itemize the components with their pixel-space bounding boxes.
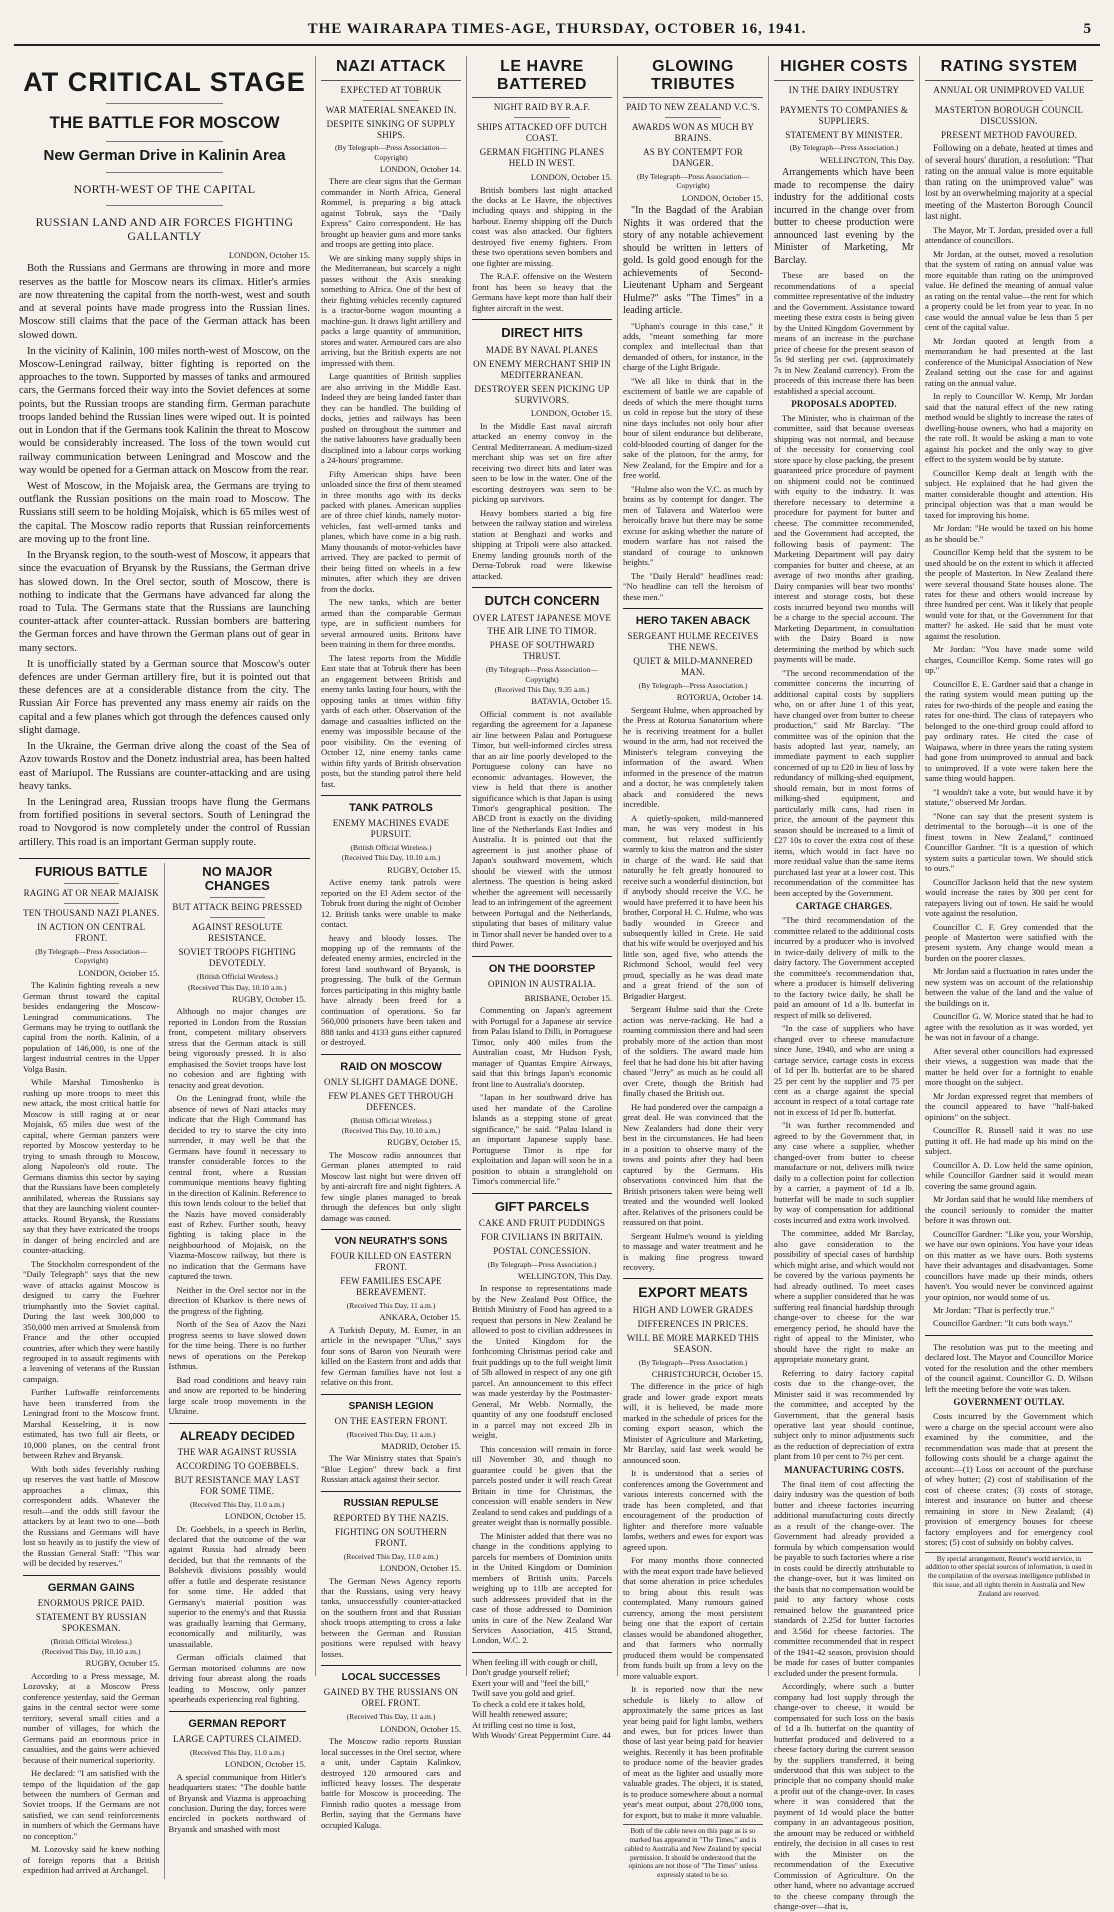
paragraph: We are sinking many supply ships in the Mediterranean, but scarcely a night passes without the Axis sneaking something to Africa. One of the best of their fighting vehicles recently captured is a tractor-borne wagon mounting a machine-gun. It draws light artillery and packs a large quantity of ammunition, stores and water. Armoured cars are also arriving, but the British experts are not impressed with them. (321, 252, 461, 368)
credit: (By Telegraph—Press Association.) (638, 681, 748, 691)
dateline: LONDON, October 15. (681, 192, 763, 203)
received: (Received This Day, 11 a.m.) (346, 1429, 436, 1439)
headline-gift-parcels: GIFT PARCELS (494, 1198, 590, 1214)
column-rating-system (920, 56, 1098, 1676)
subhead: PRESENT METHOD FAVOURED. (940, 129, 1078, 140)
paragraph: The Kalinin fighting reveals a new German thrust toward the capital besides endangering the Moscow-Leningrad communications. The Germans may be trying to outflank the capital from the north. Kalinin, of a population of 146,000, is one of the largest industrial centres in the Upper Volga Basin. (23, 980, 160, 1074)
subhead: IN ACTION ON CENTRAL FRONT. (37, 922, 146, 944)
credit: (By Telegraph—Press Association.) (789, 143, 899, 153)
paragraph: The committee, added Mr Barclay, also gave consideration to the possibility of special cases of hardship which might arise, and which would not be covered by the various payments he had already outlined. To meet cases where a supplier considered that he was suffering real financial hardship through change-over to cheese for the war emergency period, he should have the right of appeal to the Minister, who should have the right to make an appropriate monetary grant. (774, 1228, 914, 1365)
subhead: NIGHT RAID BY R.A.F. (493, 102, 591, 113)
column-moscow (14, 56, 316, 1876)
received: (Received This Day, 10.10 a.m.) (188, 982, 287, 992)
headline-battle-for-moscow: THE BATTLE FOR MOSCOW (49, 112, 280, 132)
paragraph: Further Luftwaffe reinforcements have been transferred from the Leningrad front to the Moscow front. Marshal Kesselring, it is now estimated, has two full air fleets, or 10,000 planes, on the central front between Rzhev and Bryansk. (23, 1387, 160, 1461)
dateline: LONDON, October 15. (224, 1511, 306, 1522)
headline-already-decided: ALREADY DECIDED (179, 1428, 295, 1443)
subhead: FEW PLANES GET THROUGH DEFENCES. (328, 1090, 454, 1112)
subhead: THE AIR LINE TO TIMOR. (487, 626, 597, 637)
ad-line: Will health renewed assure; (472, 1709, 568, 1720)
paragraph: He declared: "I am satisfied with the tempo of the liquidation of the gap between the numbers of German and Soviet troops. If the Germans are not satisfied, we can send reinforcements in numbers of which the Germans have no conception." (23, 1768, 160, 1841)
paragraph: A quietly-spoken, mild-mannered man, he was very modest in his comment, but relaxed sufficiently warmly to kiss the matron and the sister in charge of the ward. He said that naturally he felt greatly honoured to receive such a wonderful distinction, but if anybody should receive the V.C. he would have preferred it to have been his brother, Corporal H. C. Hulme, who was badly wounded in Greece and subsequently killed in Crete. He said that his wife would be overjoyed and his little son, aged five, who attends the Richmond School, would feel very proud, specially as he was dead mate and a great friend of the son of Brigadier Hargest. (623, 812, 763, 1001)
paragraph: The resolution was put to the meeting and declared lost. The Mayor and Councillor Morice voted for the resolution and the other members of the council against. Councillor G. D. Wilson left the meeting before the vote was taken. (925, 1341, 1093, 1394)
paragraph: In the Bryansk region, to the south-west of Moscow, it appears that since the evacuation of Bryansk by the Russians, the German drive has slowed down. In the Orel sector, south of Moscow, there is nothing to indicate that the Germans have advanced far along the road to Tula. The Germans state that the Russians are launching counter-attack after counter-attack. Russian bombers are battering the German forces and have thrown the German plans out of gear in many sectors. (19, 550, 310, 654)
paragraph: Sergeant Hulme said that the Crete action was nerve-racking. He had a roaming commission there and had seen probably more of the action than most of the soldiers. The award made him feel that he had done his bit after having chased "Jerry" as much as he could all over Crete, though the British had finally chased the British out. (623, 1004, 763, 1099)
paragraph: "We all like to think that in the excitement of battle we are capable of deeds of which the mere thought turns us cold in repose but the story of these nine days includes not only hour after hour of silent endurance but deliberate, cold-blooded courting of danger for the sake of the platoon, for the army, for New Zealand, for the Empire and for a free world. (623, 375, 763, 481)
paragraph: Neither in the Orel sector nor in the direction of Kharkov is there news of the progress of the fighting. (168, 1284, 306, 1316)
subhead: WILL BE MORE MARKED THIS SEASON. (626, 1332, 760, 1354)
paragraph: It is unofficially stated by a German source that Moscow's outer defences are under German artillery fire, but it is pointed out that these defences are at a considerable distance from the city. The Russian Air Force has prevented any mass enemy air raids on the capital and a few planes which got through the defences caused only slight damage. (19, 658, 310, 736)
masthead-title: THE WAIRARAPA TIMES-AGE, THURSDAY, OCTOBER 16, 1941. (307, 20, 807, 37)
subhead: PHASE OF SOUTHWARD THRUST. (489, 640, 595, 662)
paragraph: M. Lozovsky said he knew nothing of foreign reports that a British expedition had arrived at Archangel. (23, 1844, 160, 1876)
paragraph: Sergeant Hulme, when approached by the Press at Rotorua Sanatorium where he is receiving treatment for a bullet wound in the arm, had not received the Minister's telegram conveying the information of the award. When informed in the presence of the matron and a doctor, he was completely taken aback and considered the news incredible. (623, 704, 763, 810)
lead-paragraph: Following on a debate, heated at times and of several hours' duration, a resolution: "That rating on the annual value is more equitable than rating on the unimproved value" was lost by an overwhelming majority at a special meeting of the Masterton Borough Council last night. (925, 143, 1093, 221)
paragraph: "The third recommendation of the committee related to the additional costs incurred by a producer who is involved in twice-daily delivery of milk to the dairy factory. The Government accepted the committee's recommendation that, where a producer is himself delivering to the factory twice daily, he shall be paid an amount of 1d a lb. butterfat in respect of milk so delivered. (774, 915, 914, 1020)
paragraph: "Upham's courage in this case," it adds, "meant something far more complex and intellectual than that demanded of others, for instance, in the charge of the Light Brigade. (623, 320, 763, 373)
paragraph: Councillor C. F. Grey contended that the people of Masterton were satisfied with the present system. Any change would mean a burden on the poorer classes. (925, 921, 1093, 963)
paragraph: Councillor Kemp dealt at length with the subject. He explained that he had given the matter considerable thought and attention. His principal objection was that a man would be taxed for improving his home. (925, 467, 1093, 520)
times-copyright-note: Both of the cable news on this page as is so marked has appeared in "The Times," and is cabled to Australia and New Zealand by special permission. It should be understood that the opinions are not those of "The Times" unless expressly stated to be so. (623, 1824, 763, 1880)
paragraph: He had pondered over the campaign a great deal. He was convinced that the New Zealanders had done their very best in the circumstances. He had been in a position to observe many of the towns and points after they had been captured by the Germans. His observations convinced him that the British prisoners taken were being well treated and the wounded well looked after. Relatives of the prisoners could be reassured on that point. (623, 1101, 763, 1228)
headline-north-west: NORTH-WEST OF THE CAPITAL (73, 182, 256, 197)
lead-paragraph: "In the Bagdad of the Arabian Nights it was ordered that the story of any notable achievement should be written in letters of gold. Is gold good enough for the achievements of Second-Lieutenant Upham and Sergeant Hulme?" asks "The Times" in a leading article. (623, 205, 763, 317)
paragraph: "The second recommendation of the committee concerns the incurring of additional capital costs by suppliers who, on or after June 1 of this year, have changed over from butter to cheese production," said Mr Barclay. "The committee was of the opinion that the basis adopted last year, namely, an immediate payment to each supplier concerned of up to £20 in lieu of loss by redundancy of milking-shed equipment, should remain, but in most forms of milking-shed equipment, and particularly milk cans, had risen in price, the amount of the payment this season should be increased to a limit of £27 10s to cover the extra cost of these items, which would in fact have no more residual value than the same items purchased last year at a lower cost. This recommendation of the committee has been accepted by the Government. (774, 667, 914, 898)
subhead: ONLY SLIGHT DAMAGE DONE. (324, 1076, 458, 1087)
received: (Received This Day, 11.0 a.m.) (343, 1551, 439, 1561)
headline-russian-repulse: RUSSIAN REPULSE (343, 1497, 439, 1509)
reuters-note: By special arrangement, Reuter's world service, in addition to other special sources of information, is used in the compilation of the overseas intelligence published in this issue, and all rights therein in Australia and New Zealand are reserved. (925, 1552, 1093, 1599)
credit: (By Telegraph—Press Association—Copyright) (335, 143, 447, 162)
section-heading: CARTAGE CHARGES. (795, 901, 893, 912)
subhead: IN THE DAIRY INDUSTRY (788, 84, 900, 95)
received: (Received This Day, 11 a.m.) (346, 1301, 436, 1311)
paragraph: Commenting on Japan's agreement with Portugal for a Japanese air service from Palau Island to Dilli, in Portuguese Timor, only 400 miles from the Australian coast, Mr Hudson Fysh, manager of Quantas Empire Airways, said that this brings Japan's economic front line to Australia's doorstep. (472, 1005, 612, 1089)
paragraph: Councillor R. Russell said it was no use putting it off. He had made up his mind on the subject. (925, 1125, 1093, 1157)
subhead: CAKE AND FRUIT PUDDINGS (478, 1217, 606, 1228)
subhead: AWARDS WON AS MUCH BY BRAINS. (631, 122, 755, 144)
paragraph: Mr Jordan expressed regret that members of the council appeared to have "half-baked opinions" on the subject. (925, 1090, 1093, 1122)
paragraph: The latest reports from the Middle East state that at Tobruk there has been an engagement between British and enemy tanks lasting four hours, with the opposing tanks at times within fifty yards of each other. Observation of the damage and casualties inflicted on the enemy was impossible because of the poor visibility. On the evening of October 12, nine enemy tanks came within fifty yards of British observation posts, but the standing patrol there held fast. (321, 652, 461, 789)
subhead: GAINED BY THE RUSSIANS ON OREL FRONT. (323, 1687, 459, 1709)
paragraph: The War Ministry states that Spain's "Blue Legion" threw back a first Russian attack against their sector. (321, 1453, 461, 1485)
subhead: ON THE EASTERN FRONT. (334, 1415, 448, 1426)
received: (Received This Day, 11.0 a.m.) (190, 1747, 285, 1757)
subhead: DESTROYER SEEN PICKING UP SURVIVORS. (474, 383, 610, 405)
subhead: FOR CIVILIANS IN BRITAIN. (481, 1231, 603, 1242)
paragraph: The "Daily Herald" headlines read: "No headline can tell the heroism of these men." (623, 570, 763, 602)
dateline: CHRISTCHURCH, October 15. (651, 1369, 763, 1379)
paragraph: It is reported now that the new schedule is likely to allow of approximately the same prices as last year being paid for light lambs, wethers and ewes, but for prices lower than those of last year being paid for heavier weights. Recently it has been profitable to produce some of the heavier grades of meat as the lighter and usually more valuable grades. The object, it is stated, is to produce somewhere about a normal year's meat output, about 278,000 tons, for export, but to make it more valuable. (623, 1684, 763, 1820)
subhead: SOVIET TROOPS FIGHTING DEVOTEDLY. (178, 947, 297, 969)
subhead: AS BY CONTEMPT FOR DANGER. (643, 147, 743, 169)
paragraph: The Moscow radio announces that German planes attempted to raid Moscow last night but were driven off by anti-aircraft fire and night fighters. A few single planes managed to break through the defences but only slight damage was caused. (321, 1149, 461, 1223)
masthead (14, 18, 1100, 46)
headline-local-successes: LOCAL SUCCESSES (341, 1672, 441, 1684)
paragraph: "Japan in her southward drive has used her mandate of the Caroline Islands as a stepping stone of great significance," he said. "Palau Island is an important Japanese supply base. Portuguese Timor is ripe for exploitation and Japan will soon be in a position to obtain a stranglehold on Timor's commercial life." (472, 1092, 612, 1187)
subhead: GERMAN FIGHTING PLANES HELD IN WEST. (479, 147, 605, 169)
paragraph: Referring to dairy factory capital costs due to the change-over, the Minister said it was recommended by the committee, and accepted by the Government, that the general basis operative last year should continue, subject only to minor adjustments such as the reduction of depreciation of extra plant from 10 per cent to 7½ per cent. (774, 1367, 914, 1462)
headline-spanish-legion: SPANISH LEGION (348, 1400, 434, 1412)
subhead: FEW FAMILIES ESCAPE BEREAVEMENT. (340, 1276, 442, 1298)
paragraph: For many months those connected with the meat export trade have believed that some alteration in price schedules to bring about this result was contemplated. Many rumours gained currency, among the most persistent being one that the export of certain classes would be abandoned altogether, and that farmers who normally produced them would be compensated from funds built up from a levy on the more valuable export. (623, 1555, 763, 1681)
ad-line: When feeling ill with cough or chill, (472, 1656, 598, 1667)
column-higher-costs (769, 56, 920, 1912)
paragraph: The final item of cost affecting the dairy industry was the question of both butter and cheese factories incurring additional manufacturing costs directly as a result of the change-over. The Government had already provided a formula by which compensation would be payable to such factories where a rise in costs could be directly attributable to the change-over, but it was limited on the basis that no compensation would be paid to any factory whose costs remained below the guaranteed price standards of 2.25d for butter factories and 3.56d for cheese factories. The committee recommended that in respect of the 1941-42 season, provision should be made for cases of butter companies excluded under the present formula. (774, 1478, 914, 1678)
subhead: LARGE CAPTURES CLAIMED. (173, 1733, 302, 1744)
paragraph: German officials claimed that German motorised columns are now driving four abreast along the roads leading to Moscow, only panzer spearheads experiencing real fighting. (168, 1652, 306, 1705)
headline-on-the-doorstep: ON THE DOORSTEP (488, 962, 596, 975)
paragraph: Costs incurred by the Government which were a charge on the special account were also examined by the committee, and the recommendation was made that at present the following costs should be a charge against the account:—(1) Loss on account of the purchase of whey butter; (2) cost of stabilisation of the cost of cheese crates; (3) costs of storage, interest and insurance on butter and cheese remaining in store in New Zealand; (4) provision of emergency houses for cheese factory employees and for emergency cool stores; (5) cost of subsidy on bobby calves. (925, 1411, 1093, 1548)
moscow-body (19, 262, 310, 851)
paragraph: In response to representations made by the New Zealand Post Office, the British Ministry of Food has agreed to a request that persons in New Zealand be allowed to post to civilian addressees in the United Kingdom for the forthcoming Christmas period cake and fruit puddings up to the full weight limit of 5lb allowed in respect of any one gift parcel. An announcement to this effect was made yesterday by the Postmaster-General, Mr Webb. Normally, the quantity of any one foodstuff enclosed in a parcel may not exceed 2lb in weight. (472, 1283, 612, 1441)
paragraph: Fifty American ships have been unloaded since the first of them steamed in three months ago with its decks packed with planes. American supplies are of three chief kinds, namely motor-vehicles, fast well-armed tanks and planes, which have come in a big rush. Many thousands of motor-vehicles have arrived. They are packed to permit of their being fitted on wheels in a few minutes, after which they are driven from the docks. (321, 468, 461, 594)
paragraph: With both sides feverishly rushing up reserves the vast battle of Moscow approaches a climax, this correspondent adds. Whatever the result—and the odds still favour the attackers by at least two to one—both the Russians and Germans will have lost so heavily as to justify the view of the Russian General Staff: "This war will be decided by reserves." (23, 1463, 160, 1569)
subhead: OVER LATEST JAPANESE MOVE (472, 612, 612, 623)
paragraph: Mr Jordan said a fluctuation in rates under the new system was on account of the relationship between the value of the land and the value of the buildings on it. (925, 966, 1093, 1008)
subhead: ON ENEMY MERCHANT SHIP IN MEDITERRANEAN. (473, 358, 611, 380)
headline-german-report: GERMAN REPORT (188, 1717, 287, 1730)
dateline: BATAVIA, October 15. (531, 696, 612, 707)
subhead: ACCORDING TO GOEBBELS. (175, 1460, 299, 1471)
ad-line: With Woods' Great Peppermint Cure. 44 (472, 1730, 611, 1741)
subhead: RAGING AT OR NEAR MAJAISK (23, 888, 159, 899)
paragraph: On the Leningrad front, while the absence of news of Nazi attacks may indicate that the High Command has decided to try to starve the city into surrender, it may well be that the Germans have found it necessary to transfer considerable forces to the central front, where a Russian communique mentions heavy fighting in the direction of Kalinin. Reference to this town lends colour to the belief that the Nazis have moved considerably east of Rzhev. Further south, heavy fighting is taking place in the neighbourhood of Mojaisk, on the Viazma-Moscow railway, but there is no indication that the Germans have captured the town. (168, 1093, 306, 1282)
subhead: MASTERTON BOROUGH COUNCIL DISCUSSION. (934, 104, 1084, 126)
paragraph: The Minister added that there was no change in the conditions applying to parcels for members of Dominion units in the United Kingdom or Dominion members of British units. Parcels weighing up to 11lb are accepted for such addressees provided that in the case of those addressed to Dominion units in care of the New Zealand War Services Association, 415 Strand, London, W.C. 2. (472, 1530, 612, 1646)
dateline: LONDON, October 15. (228, 250, 310, 260)
subhead: STATEMENT BY MINISTER. (785, 129, 903, 140)
paragraph: Councillor Kemp held that the system to be used should be on the extent to which it affected the people of Masterton. In New Zealand there were several thousand State houses alone. The rates for these and others would increase by three hundred per cent. Was it likely that people would vote for that, or the Government for that matter? he asked. He said that he must vote against the resolution. (925, 547, 1093, 641)
section-heading: GOVERNMENT OUTLAY. (953, 1397, 1065, 1408)
received: (Received This Day, 10.10 a.m.) (341, 853, 441, 863)
paragraph: Mr Jordan: "You have made some wild charges, Councillor Kemp. Some rates will go up." (925, 644, 1093, 676)
paragraph: In the Leningrad area, Russian troops have flung the Germans from fortified positions in several sectors. South of Leningrad the road to Novgorod is now completely under the control of Russian artillery. This road is an important German supply route. (19, 797, 310, 848)
dateline: ROTORUA, October 14. (676, 692, 763, 703)
paragraph: This concession will remain in force till November 30, and though no guarantee could be given that the parcels posted under it will reach Great Britain in time for Christmas, the concession will enable senders in New Zealand to send cakes and puddings of a greater weight than is normally possible. (472, 1443, 612, 1528)
dateline: RUGBY, October 15. (232, 993, 306, 1004)
dateline: LONDON, October 15. (224, 1759, 306, 1770)
paragraph: Dr. Goebbels, in a speech in Berlin, declared that the outcome of the war against Russia had already been decided, but that the remnants of the Bolshevik divisions possibly would offer a futile and desperate resistance for some time. He added that Germany's material position was superior to the enemy's and that Russia was gradually learning that Germany, economically and militarily, was unassailable. (168, 1523, 306, 1649)
paragraph: Mr Jordan, at the outset, moved a resolution that the system of rating on annual value was more equitable than rating on the unimproved value. He defined the meaning of annual value as rating on the rental value—the rent for which a property could be let from year to year. In no case would the annual value be less than 5 per cent of the capital value. (925, 248, 1093, 333)
paragraph: Councillor G. W. Morice stated that he had to agree with the resolution as it was worded, yet he was not in favour of a change. (925, 1011, 1093, 1043)
subcolumns (19, 858, 310, 1879)
dateline: LONDON, October 15. (530, 408, 612, 419)
paragraph: In reply to Councillor W. Kemp, Mr Jordan said that the natural effect of the new rating method would be slightly to increase the rates of dwelling-house owners, who had a majority on the rate roll. It would be asking a man to vote against his pocket and the only way to give effect to the system would be by statute. (925, 391, 1093, 465)
subhead: FOUR KILLED ON EASTERN FRONT. (330, 1251, 452, 1273)
subhead: PAID TO NEW ZEALAND V.C.'S. (626, 102, 760, 113)
dateline: WELLINGTON, This Day. (517, 1271, 612, 1281)
subhead: POSTAL CONCESSION. (493, 1245, 591, 1256)
headline-glowing-tributes: GLOWING TRIBUTES (623, 58, 763, 98)
dateline: RUGBY, October 15. (387, 864, 461, 875)
credit: (British Official Wireless.) (196, 972, 278, 982)
dateline: RUGBY, October 15. (85, 1658, 160, 1669)
paragraph: Councillor Gardner: "It cuts both ways." (933, 1318, 1073, 1329)
column-glowing-tributes (618, 56, 769, 1880)
paragraph: In the Middle East naval aircraft attacked an enemy convoy in the Central Mediterranean. A medium-sized merchant ship was set on fire after receiving two direct hits and later was seen to be low in the water. One of the escorting destroyers was seen to be picking up survivors. (472, 420, 612, 505)
credit: (British Official Wireless.) (50, 1636, 132, 1646)
subhead: ENORMOUS PRICE PAID. (37, 1597, 145, 1608)
headline-von-neurath: VON NEURATH'S SONS (334, 1236, 448, 1248)
credit: (By Telegraph—Press Association.) (638, 1357, 748, 1367)
subhead: AGAINST RESOLUTE RESISTANCE. (191, 922, 283, 944)
ad-line: Twill save you gold and grief. (472, 1688, 575, 1699)
paragraph: The new tanks, which are better armed than the comparable German type, are in sufficient numbers for several armoured units. Britons have been training in them for three months. (321, 597, 461, 650)
paragraph: A Turkish Deputy, M. Esmer, in an article in the newspaper "Ulus," says four sons of Baron von Neurath were killed on the Eastern front and adds that few German families have not lost a relative on this front. (321, 1324, 461, 1388)
paragraph: The Mayor, Mr T. Jordan, presided over a full attendance of councillors. (925, 225, 1093, 246)
paragraph: Sergeant Hulme's wound is yielding to massage and water treatment and he is making fine progress toward recovery. (623, 1230, 763, 1272)
ad-line: Don't grudge yourself relief; (472, 1667, 570, 1678)
paragraph: It is understood that a series of conferences among the Government and various interests concerned with the trade has been completed, and that encouragement of the production of lighter and therefore more valuable lambs, wethers and ewes for export was agreed upon. (623, 1468, 763, 1552)
headline-export-meats: EXPORT MEATS (638, 1284, 748, 1301)
paragraph: Councillor Jackson held that the new system would increase the rates by 300 per cent for ratepayers living out of town. He said he would vote against the resolution. (925, 876, 1093, 919)
subhead: PAYMENTS TO COMPANIES & SUPPLIERS. (779, 104, 909, 126)
subhead: QUIET & MILD-MANNERED MAN. (633, 656, 753, 678)
paragraph: Mr Jordan: "He would be taxed on his home as he should be." (925, 523, 1093, 544)
subhead: BUT ATTACK BEING PRESSED (172, 902, 303, 913)
credit: (British Official Wireless.) (350, 1115, 432, 1125)
paragraph: North of the Sea of Azov the Nazi progress seems to have slowed down for the time being. There is no further news of operations on the Perekop Isthmus. (168, 1319, 306, 1372)
paragraph: "I wouldn't take a vote, but would have it by statute," observed Mr Jordan. (925, 786, 1093, 808)
headline-air-forces: RUSSIAN LAND AND AIR FORCES FIGHTING GALLANTLY (35, 214, 294, 244)
paragraph: The Moscow radio reports Russian local successes in the Orel sector, where a unit, under Captain Kalinkov, destroyed 120 armoured cars and inflicted heavy losses. The desperate battle for Moscow is proceeding. The Finnish radio quotes a message from Berlin, saying that the Germans have occupied Kaluga. (321, 1736, 461, 1830)
dateline: LONDON, October 15. (530, 172, 612, 183)
paragraph: Bad road conditions and heavy rain and snow are reported to be hindering large scale troop movements in the Ukraine. (168, 1374, 306, 1417)
subhead: EXPECTED AT TOBRUK (340, 84, 442, 95)
subhead: THE WAR AGAINST RUSSIA (177, 1446, 297, 1457)
lead-paragraph: Arrangements which have been made to recompense the dairy industry for the additional costs incurred in the change over from butter to cheese production were announced last evening by the Minister of Marketing, Mr Barclay. (774, 167, 914, 266)
paragraph: Accordingly, where such a butter company had lost supply through the change-over to cheese, it would be compensated for such loss on the basis of 1d a lb. butterfat on the quantity of butterfat produced and delivered to a cheese factory during the current season by the suppliers transferred, it being understood that this was subject to the principle that no company should make a profit out of the change-over. In cases where it was considered that the payment of 1d would place the butter company in an advantageous position, the amount may be reduced or withheld entirely, the decision in all cases to rest with the Minister on the recommendation of the Executive Commission of Agriculture. On the other hand, where no advantage accrued to the cheese company through the change-over—that is, (774, 1681, 914, 1912)
headline-direct-hits: DIRECT HITS (501, 325, 583, 341)
paragraph: Councillor Gardner: "Like you, your Worship, we have our own opinions. You have your ideas on this matter as we have ours. Both systems have their advantages and disadvantages. Some councillors have made up their minds, others haven't. You would never be convinced against your opinion, nor would some of us. (925, 1228, 1093, 1302)
ad-line: Exert your will and "feel the bill," (472, 1677, 590, 1688)
headline-higher-costs: HIGHER COSTS (774, 58, 914, 81)
paragraph: Mr Jordan said that he would like members of the council seriously to consider the matter before it was thrown out. (925, 1194, 1093, 1226)
paragraph: According to a Press message, M. Lozovsky, at a Moscow Press conference yesterday, said the German gains in the central sector were some territory, several small cities and a number of villages, for which the Germans paid an enormous price in casualties, and the gains were achieved because of their numerical superiority. (23, 1670, 160, 1765)
dateline: BRISBANE, October 15. (524, 992, 612, 1003)
paragraph: Large quantities of British supplies are also arriving in the Middle East. Indeed they are being landed faster than they can be handled. The building of docks, jetties and railways has been pushed on throughout the summer and the native labourers have gradually been disciplined into a labour corps working a 24-hours' programme. (321, 371, 461, 466)
advertisement-peppermint-cure (472, 1652, 612, 1741)
headline-nazi-attack: NAZI ATTACK (321, 58, 461, 81)
paragraph: Both the Russians and Germans are throwing in more and more reserves as the battle for Moscow nears its climax. Hitler's armies are now threatening the capital from the north-west, west and south and at several points have made progress into the Russian lines. Moscow still claims that the pace of the German attack has been slowed down. (19, 263, 310, 341)
paragraph: British bombers last night attacked the docks at Le Havre, the objectives including quays and shipping in the harbour. Enemy shipping off the Dutch coast was also attacked. Our fighters destroyed five enemy fighters. From these two operations seven bombers and one fighter are missing. (472, 184, 612, 268)
section-heading: MANUFACTURING COSTS. (784, 1464, 904, 1475)
paragraph: A special communique from Hitler's headquarters states: "The double battle of Bryansk and Viazma is approaching conclusion. During the day, forces were encircled in pockets northward of Bryansk and smashed with most (168, 1771, 306, 1834)
received: (Received This Day, 11.0 a.m.) (190, 1499, 285, 1509)
subhead: ANNUAL OR UNIMPROVED VALUE (933, 84, 1085, 95)
paragraph: "None can say that the present system is detrimental to the borough—it is one of the finest towns in New Zealand," continued Councillor Gardner. "It is a question of which system suits a particular town. We should stick to ours." (925, 810, 1093, 874)
ad-line: To check a cold ere it takes hold, (472, 1698, 585, 1709)
headline-hero-taken-aback: HERO TAKEN ABACK (635, 615, 751, 628)
paragraph: The German News Agency reports that the Russians, using very heavy tanks, unsuccessfully counter-attacked on the southern front and that Russian shock troops attempting to cross a lake between the German and Russian positions were repulsed with heavy losses. (321, 1575, 461, 1659)
paragraph: "It was further recommended and agreed to by the Government that, in any case where a supplier, whether changed-over from butter to cheese manufacture or not, delivers milk twice daily to a collection point for collection by a carrier, a payment of 1d a lb. butterfat will be made to such supplier by way of compensation for additional costs incurred and extra work involved. (774, 1120, 914, 1225)
paragraph: The R.A.F. offensive on the Western front has been so heavy that the Germans have kept more than half their fighter aircraft in the west. (472, 271, 612, 313)
subhead: SERGEANT HULME RECEIVES THE NEWS. (627, 631, 759, 653)
paragraph: Official comment is not available regarding the agreement for a Japanese air line between Palau and Portuguese Timor, but well-informed circles stress that an air line poorly developed to the Portuguese colony can have no economic advantages. However, the view is held that there is another significance which is that Japan is using Timor's geographical position. The ABCD front is exactly on the dividing line of the Netherlands East Indies and Australia. It is pointed out that the agreement is just another phase of Japan's southward movement, which should be viewed with the utmost alertness. The question is being asked whether the agreement will necessarily lead to an infringement of the agreement between Portugal and the Netherlands, stipulating that bases of military value in Timor shall never be handed over to a third Power. (472, 708, 612, 950)
dateline: RUGBY, October 15. (387, 1137, 461, 1148)
dateline: MADRID, October 15. (381, 1440, 461, 1451)
subhead: DIFFERENCES IN PRICES. (637, 1318, 749, 1329)
paragraph: After several other councillors had expressed their views, a suggestion was made that the matter be held over for a fortnight to enable more thought on the subject. (925, 1045, 1093, 1088)
subhead: SHIPS ATTACKED OFF DUTCH COAST. (477, 122, 607, 144)
subhead: TEN THOUSAND NAZI PLANES. (23, 908, 160, 919)
article-furious-battle (19, 863, 165, 1879)
paragraph: There are clear signs that the German commander in North Africa, General Rommel, is preparing a big attack against Tobruk, says the "Daily Express" Cairo correspondent. He has brought up heavier guns and more tanks and troops are getting into place. (321, 176, 461, 250)
credit: (By Telegraph—Press Association.) (487, 1259, 597, 1269)
headline-le-havre: LE HAVRE BATTERED (472, 58, 612, 98)
paragraph: heavy and bloody losses. The mopping up of the remnants of the defeated enemy armies, encircled in the forest land southward of Bryansk, is progressing. The bulk of the German forces participating in this mighty battle have already been freed for a continuation of operations. So far 560,000 prisoners have been taken and 888 tanks and 4133 guns either captured or destroyed. (321, 932, 461, 1048)
headline-no-major-changes: NO MAJOR CHANGES (202, 863, 273, 894)
headline-raid-on-moscow: RAID ON MOSCOW (340, 1060, 442, 1073)
credit: (By Telegraph—Press Association—Copyright) (637, 172, 749, 191)
dateline: WELLINGTON, This Day. (819, 154, 914, 165)
received: (Received This Day, 10.10 a.m.) (341, 1126, 441, 1136)
paragraph: Councillor A. D. Low held the same opinion, while Councillor Gardner said it would mean covering the same ground again. (925, 1159, 1093, 1191)
subhead: BUT RESISTANCE MAY LAST FOR SOME TIME. (174, 1474, 300, 1496)
paragraph: In the vicinity of Kalinin, 100 miles north-west of Moscow, on the Moscow-Leningrad railway, bitter fighting is reported on the approaches to the town. Supported by masses of tanks and armoured cars, the Germans forced their way into the Soviet defences at some points, but the Russian troops are standing firm. German parachute troops landed behind the Russian lines were wiped out. It is pointed out in London that if the Germans took Kalinin the threat to Moscow would be considerably increased. The loss of the town would cut railway communication between Leningrad and Moscow and the way would be opened for a German attack on Moscow from the rear. (19, 345, 310, 476)
credit: (By Telegraph—Press Association—Copyright) (35, 947, 148, 966)
dateline: LONDON, October 14. (379, 163, 461, 174)
paragraph: The Stockholm correspondent of the "Daily Telegraph" says that the new wave of attacks against Moscow is designed to carry the Fuehrer triumphantly into the Soviet capital. During the last week 300,000 to 350,000 men arrived at Smolensk from France and the other occupied countries, after which they were hastily regrouped in to assault regiments with a leavening of veterans of the Russian campaign. (23, 1258, 160, 1384)
dateline: LONDON, October 15. (379, 1723, 461, 1734)
paragraph: "In the case of suppliers who have changed over to cheese manufacture since June, 1940, and who are using a cartage service, cartage costs in excess of 1d per lb. butterfat are to be shared 25 per cent by the supplier and 75 per cent as a charge against the special account in respect of a total cartage rate not in excess of 1d per lb. butterfat. (774, 1023, 914, 1117)
paragraph: While Marshal Timoshenko is rushing up more troops to meet this new attack, the most critical battle for Moscow is still raging at or near Mojaisk, 65 miles due west of the capital, where German panzers were reported by Moscow yesterday to be trying to smash through to Moscow, along Napoleon's old route. The Germans dismiss this sector by saying that the Russians have been completely annihilated, whereas the Russians say that they are launching violent counter-attacks. Round Bryansk, the Russians say that they have extricated the troops in danger of being encircled and are counter-attacking. (23, 1077, 160, 1256)
headline-german-gains: GERMAN GAINS (47, 1581, 135, 1594)
headline-rating-system: RATING SYSTEM (925, 58, 1093, 81)
paragraph: Mr Jordan quoted at length from a memorandum he had presented at the last conference of the Municipal Association of New Zealand setting out the case for and against rating on the annual value. (925, 335, 1093, 388)
credit: (British Official Wireless.) (350, 843, 432, 853)
dateline: LONDON, October 15. (78, 967, 160, 978)
paragraph: The Minister, who is chairman of the committee, said that because overseas shipping was not normal, and because of the necessity for conserving cool store space by close packing, the present guaranteed price procedure of payment on shipment could not be continued with equity to the industry. It was therefore necessary to determine a procedure for payment for butter and cheese. The committee recommended, and the Government had accepted, the following basis of payment: The Marketing Department will pay dairy companies for butter and cheese, at an average of two months after grading. Dairy companies will bear two months' interest and storage costs, but these costs incurred beyond two months will be a charge to the special account. The Marketing Department, in consultation with the Dairy Board is now determining the method by which such payments will be made. (774, 412, 914, 665)
column-le-havre (467, 56, 618, 1741)
article-no-major-changes (165, 863, 311, 1879)
subhead: OPINION IN AUSTRALIA. (488, 978, 596, 989)
paragraph: Although no major changes are reported in London from the Russian front, competent military observers stress that the German attack is still being vigorously pressed. It is also emphasised the Soviet troops have lost no cohesion and are fighting with tenacity and great devotion. (168, 1006, 306, 1090)
paragraph: "Hulme also won the V.C. as much by brains as by contempt for danger. The men of Talavera and Waterloo were heroically brave but there may be some excuse for asking whether the nature of modern warfare has not raised the standard of courage to unknown heights." (623, 483, 763, 568)
received: (Received This Day, 10.10 a.m.) (42, 1646, 141, 1656)
paragraph: These are based on the recommendations of a special committee representative of the industry and the Government. Assistance toward meeting these extra costs is being given by the United Kingdom Government by means of an increase in the purchase price of cheese for the present season of 5s 9d sterling per cwt. (approximately 7s in New Zealand currency). From the proceeds of this increase there has been established a special account. (774, 270, 914, 396)
subhead: DESPITE SINKING OF SUPPLY SHIPS. (326, 118, 456, 140)
dateline: ANKARA, October 15. (379, 1312, 461, 1323)
credit: (By Telegraph—Press Association—Copyright) (486, 665, 598, 684)
headline-at-critical-stage: AT CRITICAL STAGE (23, 67, 306, 97)
subhead: FIGHTING ON SOUTHERN FRONT. (335, 1526, 447, 1548)
subhead: ENEMY MACHINES EVADE PURSUIT. (332, 818, 450, 840)
subhead: MADE BY NAVAL PLANES (485, 344, 599, 355)
subhead: WAR MATERIAL SNEAKED IN. (325, 104, 457, 115)
dateline: LONDON, October 15. (379, 1563, 461, 1574)
paragraph: The difference in the price of high grade and lower grade export meats will, it is believed, be made more marked in the schedule of prices for the coming export season, which the Minister of Agriculture and Marketing, Mr Barclay, said last week would be announced soon. (623, 1381, 763, 1465)
subhead: HIGH AND LOWER GRADES (632, 1304, 754, 1315)
section-heading: PROPOSALS ADOPTED. (791, 399, 897, 410)
paragraph: Heavy bombers started a big fire between the railway station and wireless station at Benghazi and works and shipping at Tripoli were also attacked. Enemy landing grounds north of the Derna-Tobruk road were likewise attacked. (472, 507, 612, 581)
headline-furious-battle: FURIOUS BATTLE (35, 863, 148, 879)
subhead: STATEMENT BY RUSSIAN SPOKESMAN. (35, 1611, 147, 1633)
paragraph: Councillor E. E. Gardner said that a change in the rating system would mean putting up the rates for two-thirds of the people and easing the rates for one-third. The class of ratepayers who belonged to the one-third group could afford to pay ordinary rates. He cited the case of Waipawa, where in three years the rating system had gone from unimproved to annual and back to unimproved. If a vote were taken here the same thing would happen. (925, 678, 1093, 784)
paragraph: Mr Jordan: "That is perfectly true." (933, 1304, 1055, 1315)
paragraph: West of Moscow, in the Mojaisk area, the Germans are trying to outflank the Russian positions on the main road to Moscow. The Russians still seem to be holding Mojaisk, which is 65 miles west of the capital. The Moscow radio reports that Russian reinforcements are moving up to the front line. (19, 480, 310, 545)
headline-dutch-concern: DUTCH CONCERN (484, 593, 600, 609)
headline-kalinin: New German Drive in Kalinin Area (43, 146, 286, 164)
columns (14, 56, 1100, 1912)
column-nazi-attack (316, 56, 467, 1830)
paragraph: Active enemy tank patrols were reported on the El Adem sector of the Tobruk front during the night of October 12. British tanks were unable to make contact. (321, 877, 461, 930)
paragraph: In the Ukraine, the German drive along the coast of the Sea of Azov towards Rostov and the Donetz industrial area, has been halted east of Mariupol. The Russians are counter-attacking and are using heavy tanks. (19, 741, 310, 792)
ad-line: At trifling cost no time is lost, (472, 1719, 576, 1730)
headline-tank-patrols: TANK PATROLS (349, 802, 433, 815)
received: (Received This Day, 11 a.m.) (346, 1712, 436, 1722)
subhead: REPORTED BY THE NAZIS. (333, 1512, 449, 1523)
page-number: 5 (1083, 20, 1092, 37)
received: (Received This Day, 9.35 a.m.) (494, 684, 590, 694)
